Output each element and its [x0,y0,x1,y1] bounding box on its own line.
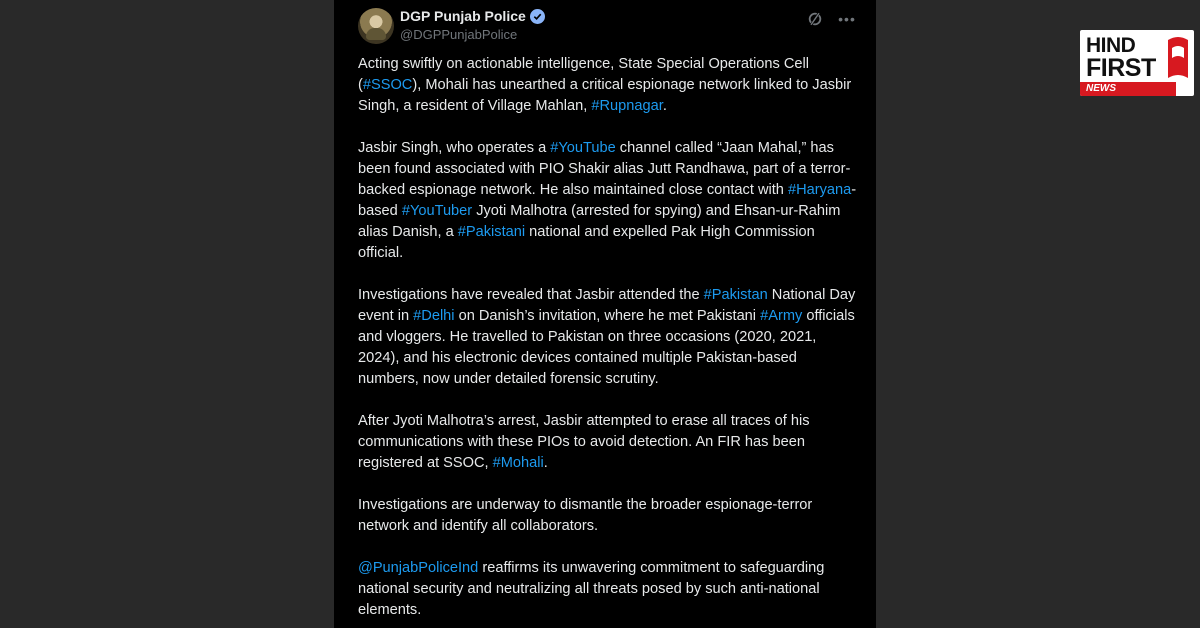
author-name[interactable]: DGP Punjab Police [400,8,526,24]
post-text-segment: Acting swiftly on actionable intelligence, State Special Operations Cell ( [358,56,810,93]
author-name-row [400,8,545,24]
post-text-segment: reaffirms its unwavering commitment to safeguarding national security and neutralizing all threats posed by such anti-national elements. [358,560,825,618]
post-card [334,0,876,628]
post-paragraph [358,138,860,264]
post-text [358,54,860,628]
hashtag-link[interactable]: #Rupnagar [591,98,663,114]
post-text-segment: National Day event in [358,287,856,324]
hashtag-link[interactable]: #YouTuber [401,203,473,219]
post-text-segment: channel called “Jaan Mahal,” has been found associated with PIO Shakir alias Jutt Randhawa, part of a terror-backed espionage network. He also maintained close contact with [358,140,851,198]
hashtag-link[interactable]: #Mohali [492,455,544,471]
post-text-segment: Jyoti Malhotra (arrested for spying) and Ehsan-ur-Rahim alias Danish, a [358,203,841,240]
post-header [358,6,856,46]
post-text-segment: ), Mohali has unearthed a critical espionage network linked to Jasbir Singh, a resident of Village Mahlan, [358,77,852,114]
post-paragraph [358,558,860,621]
post-text-segment: national and expelled Pak High Commission official. [358,224,815,261]
hashtag-link[interactable]: #Delhi [413,308,455,324]
post-paragraph [358,411,860,474]
logo-line-news: NEWS [1080,82,1176,96]
post-text-segment: -based [358,182,857,219]
hashtag-link[interactable]: #Army [760,308,803,324]
author-handle[interactable]: @DGPPunjabPolice [400,27,518,42]
hashtag-link[interactable]: #Haryana [787,182,852,198]
mention-link[interactable]: @PunjabPoliceInd [358,560,479,576]
post-paragraph [358,495,860,537]
post-text-segment: officials and vloggers. He travelled to Pakistan on three occasions (2020, 2021, 2024), and his electronic devices contained multiple Pakistan-based numbers, now under detailed forensic scrutiny. [358,308,855,387]
post-text-segment: . [543,455,548,471]
hashtag-link[interactable]: #YouTube [550,140,616,156]
grok-icon[interactable] [806,10,824,28]
post-text-segment: Investigations have revealed that Jasbir attended the [358,287,704,303]
post-text-segment: Jasbir Singh, who operates a [358,140,551,156]
hind-first-logo [1080,30,1194,96]
post-text-segment: Investigations are underway to dismantle the broader espionage-terror network and identify all collaborators. [358,497,813,534]
post-actions [806,10,856,28]
logo-flag-icon [1166,34,1190,90]
post-text-segment: on Danish’s invitation, where he met Pakistani [454,308,761,324]
avatar[interactable] [358,8,394,44]
post-text-segment: After Jyoti Malhotra’s arrest, Jasbir attempted to erase all traces of his communications with these PIOs to avoid detection. An FIR has been registered at SSOC, [358,413,810,471]
more-options-icon[interactable]: ••• [838,11,856,27]
hashtag-link[interactable]: #Pakistan [703,287,768,303]
logo-line-first: FIRST [1086,54,1156,82]
post-paragraph [358,54,860,117]
post-text-segment: . [662,98,667,114]
post-paragraph [358,285,860,390]
hashtag-link[interactable]: #Pakistani [457,224,526,240]
verified-badge-icon [530,9,545,24]
hashtag-link[interactable]: #SSOC [362,77,413,93]
logo-line-hind: HIND [1086,34,1136,57]
